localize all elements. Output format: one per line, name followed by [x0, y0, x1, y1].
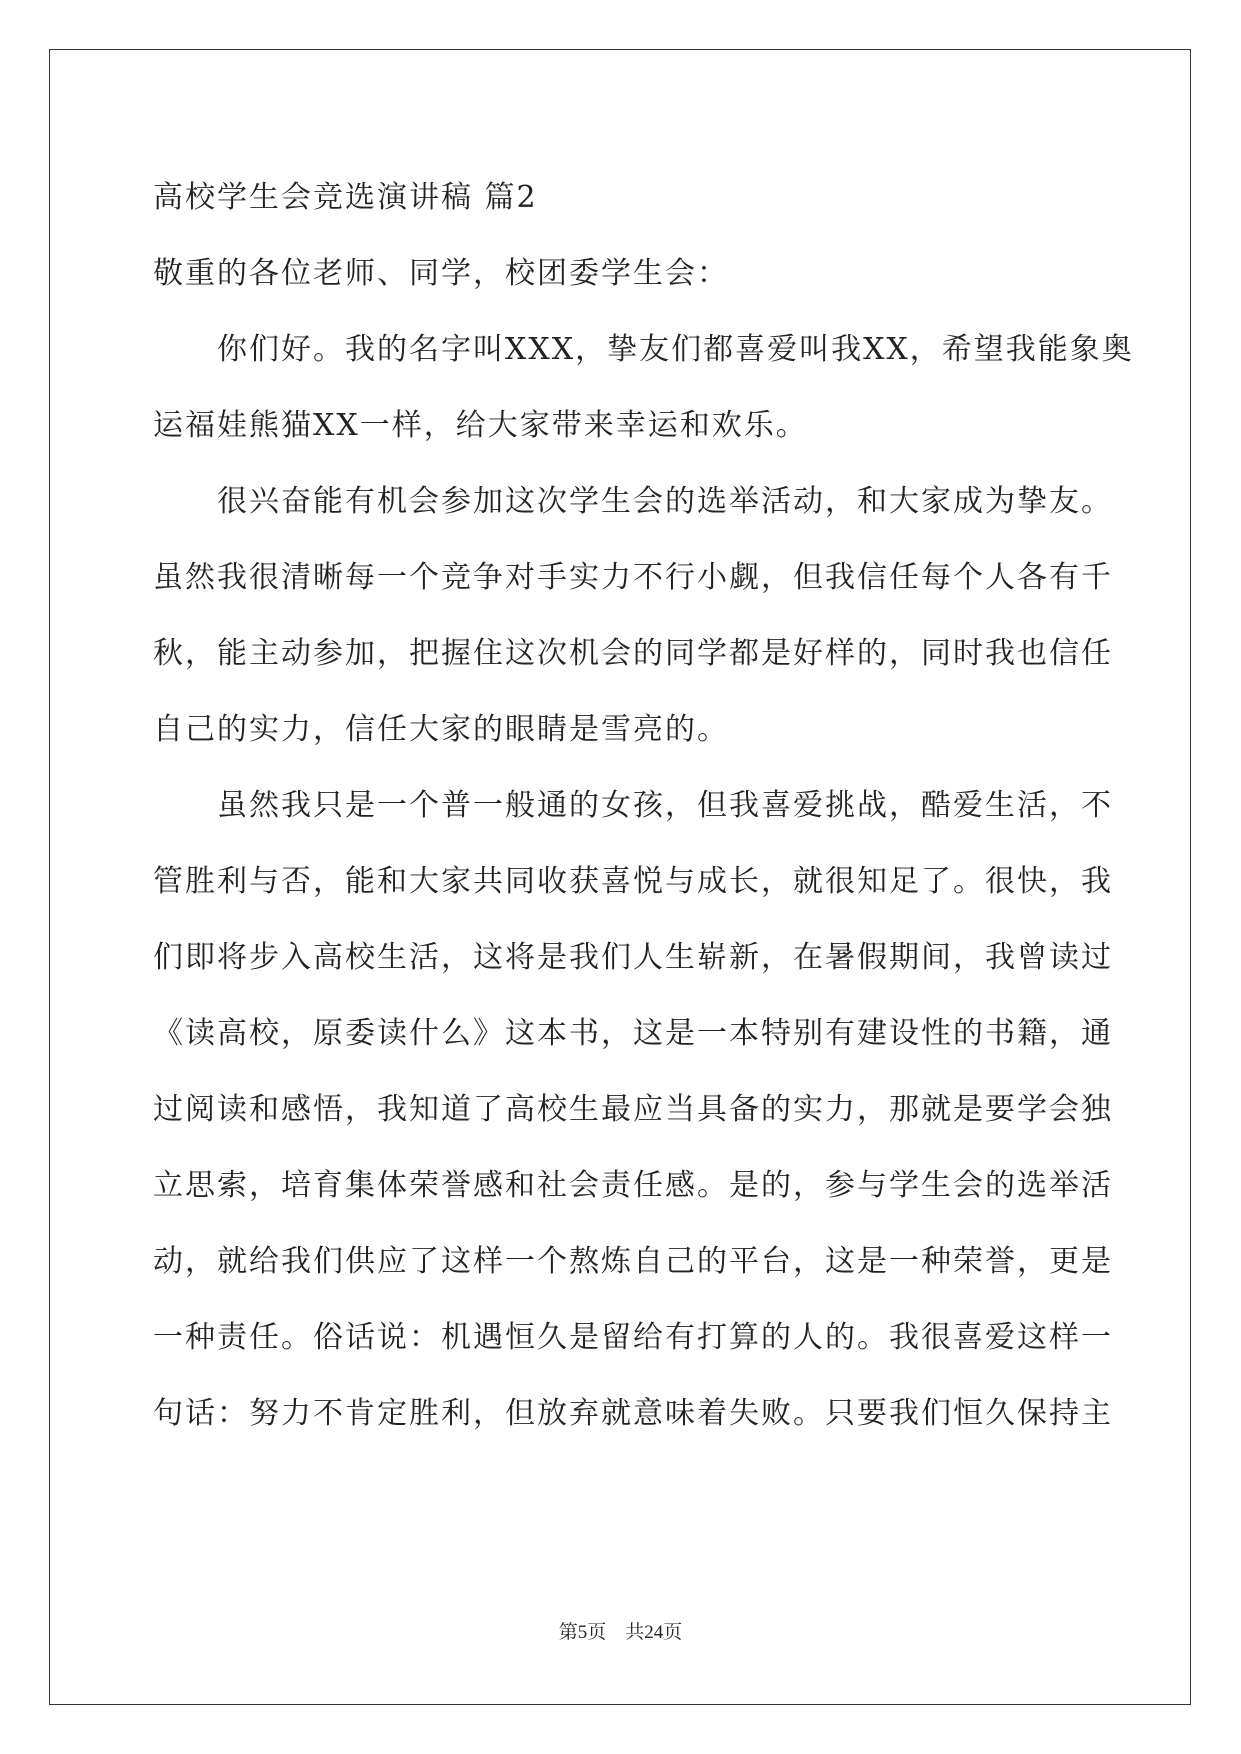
text-line: 你们好。我的名字叫XXX，挚友们都喜爱叫我XX，希望我能象奥 — [217, 332, 1134, 367]
text-line: 虽然我只是一个普一般通的女孩，但我喜爱挑战，酷爱生活，不 — [217, 788, 1113, 823]
document-body — [153, 160, 1134, 1452]
document-title: 高校学生会竞选演讲稿 篇2 — [153, 180, 538, 215]
text-line: 虽然我很清晰每一个竞争对手实力不行小觑，但我信任每个人各有千 — [153, 560, 1113, 595]
text-line: 很兴奋能有机会参加这次学生会的选举活动，和大家成为挚友。 — [217, 484, 1113, 519]
text-line: 运福娃熊猫XX一样，给大家带来幸运和欢乐。 — [153, 408, 808, 443]
body-text — [153, 312, 1134, 1452]
text-line: 一种责任。俗话说：机遇恒久是留给有打算的人的。我很喜爱这样一 — [153, 1320, 1113, 1355]
text-line: 管胜利与否，能和大家共同收获喜悦与成长，就很知足了。很快，我 — [153, 864, 1113, 899]
text-line: 立思索，培育集体荣誉感和社会责任感。是的，参与学生会的选举活 — [153, 1168, 1113, 1203]
text-line: 《读高校，原委读什么》这本书，这是一本特别有建设性的书籍，通 — [153, 1016, 1113, 1051]
text-line: 句话：努力不肯定胜利，但放弃就意味着失败。只要我们恒久保持主 — [153, 1396, 1113, 1431]
text-line: 过阅读和感悟，我知道了高校生最应当具备的实力，那就是要学会独 — [153, 1092, 1113, 1127]
salutation: 敬重的各位老师、同学，校团委学生会： — [153, 256, 729, 291]
text-line: 动，就给我们供应了这样一个熬炼自己的平台，这是一种荣誉，更是 — [153, 1244, 1113, 1279]
text-line: 秋，能主动参加，把握住这次机会的同学都是好样的，同时我也信任 — [153, 636, 1113, 671]
text-line: 们即将步入高校生活，这将是我们人生崭新，在暑假期间，我曾读过 — [153, 940, 1113, 975]
text-line: 自己的实力，信任大家的眼睛是雪亮的。 — [153, 712, 729, 747]
page-footer: 第5页 共24页 — [558, 1622, 683, 1643]
